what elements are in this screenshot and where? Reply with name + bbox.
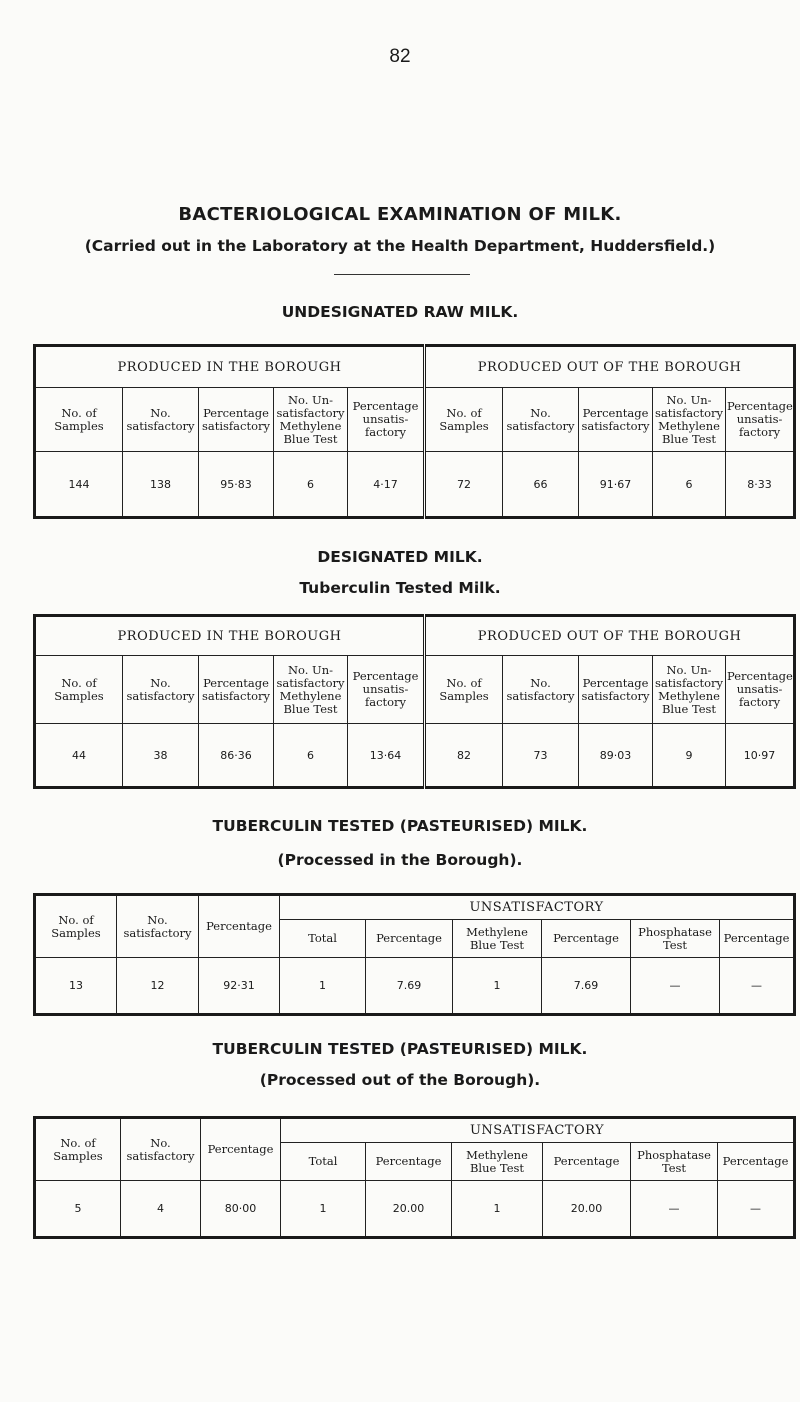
column-header: Phosphatase Test [631,920,720,958]
column-header: No. of Samples [425,388,503,452]
table-cell: — [631,958,720,1015]
column-header: Percentage unsatis-factory [726,656,795,724]
table-undesignated-raw-milk [33,344,796,519]
column-header: Percentage [720,920,795,958]
table-cell: — [720,958,795,1015]
column-header: No. satisfactory [123,388,199,452]
section-heading-undesignated: UNDESIGNATED RAW MILK. [281,303,519,321]
table-cell: 91·67 [579,452,653,518]
column-header: No. of Samples [35,388,123,452]
table-cell: 10·97 [726,724,795,788]
column-header: No. Un-satisfactory Methylene Blue Test [274,388,348,452]
table-cell: 13·64 [348,724,425,788]
group-header: PRODUCED OUT OF THE BOROUGH [425,616,795,656]
table-cell: 13 [35,958,117,1015]
column-header: Percentage satisfactory [199,656,274,724]
table-cell: 95·83 [199,452,274,518]
column-header: Percentage [199,895,280,958]
table-cell: 4·17 [348,452,425,518]
table-tuberculin-tested-milk [33,614,796,789]
title-divider [334,274,470,275]
group-header: PRODUCED IN THE BOROUGH [35,616,425,656]
table-cell: — [631,1181,718,1238]
table-cell: 20.00 [366,1181,452,1238]
column-header: Total [280,920,366,958]
column-header: Percentage [366,1143,452,1181]
column-header: Percentage satisfactory [579,656,653,724]
table-cell: 144 [35,452,123,518]
column-header: No. Un-satisfactory Methylene Blue Test [653,388,726,452]
document-subtitle: (Carried out in the Laboratory at the Health Department, Huddersfield.) [84,237,716,255]
page-number: 82 [389,46,411,67]
group-header: PRODUCED OUT OF THE BOROUGH [425,346,795,388]
section-heading-designated: DESIGNATED MILK. [317,548,483,566]
table-cell: 44 [35,724,123,788]
section-subheading-designated: Tuberculin Tested Milk. [299,579,501,597]
column-header: Percentage [366,920,453,958]
group-header: UNSATISFACTORY [280,895,795,920]
column-header: No. of Samples [35,656,123,724]
table-cell: 73 [503,724,579,788]
column-header: No. satisfactory [117,895,199,958]
document-title: BACTERIOLOGICAL EXAMINATION OF MILK. [178,204,622,225]
table-cell: 80·00 [201,1181,281,1238]
table-cell: 1 [453,958,542,1015]
column-header: No. of Samples [425,656,503,724]
column-header: Percentage unsatis-factory [348,656,425,724]
column-header: Percentage [718,1143,795,1181]
table-cell: 5 [35,1181,121,1238]
table-cell: 66 [503,452,579,518]
table-cell: 82 [425,724,503,788]
table-cell: 72 [425,452,503,518]
table-cell: 20.00 [543,1181,631,1238]
section-heading-pasteurised-out: TUBERCULIN TESTED (PASTEURISED) MILK. [212,1040,588,1058]
table-cell: 6 [274,724,348,788]
table-cell: — [718,1181,795,1238]
table-cell: 7.69 [542,958,631,1015]
column-header: Percentage unsatis-factory [348,388,425,452]
column-header: No. satisfactory [121,1118,201,1181]
column-header: No. satisfactory [123,656,199,724]
table-pasteurised-in-borough [33,893,796,1016]
table-cell: 12 [117,958,199,1015]
column-header: No. satisfactory [503,388,579,452]
group-header: PRODUCED IN THE BOROUGH [35,346,425,388]
table-cell: 1 [280,958,366,1015]
section-heading-pasteurised-in: TUBERCULIN TESTED (PASTEURISED) MILK. [212,817,588,835]
table-cell: 86·36 [199,724,274,788]
column-header: Percentage satisfactory [199,388,274,452]
table-cell: 4 [121,1181,201,1238]
table-cell: 92·31 [199,958,280,1015]
table-cell: 7.69 [366,958,453,1015]
column-header: Total [281,1143,366,1181]
table-cell: 1 [281,1181,366,1238]
column-header: Percentage [542,920,631,958]
section-subheading-pasteurised-in: (Processed in the Borough). [277,851,523,869]
column-header: Percentage satisfactory [579,388,653,452]
column-header: Percentage [201,1118,281,1181]
table-cell: 38 [123,724,199,788]
section-subheading-pasteurised-out: (Processed out of the Borough). [259,1071,541,1089]
column-header: Methylene Blue Test [452,1143,543,1181]
column-header: No. of Samples [35,1118,121,1181]
table-cell: 89·03 [579,724,653,788]
column-header: Percentage [543,1143,631,1181]
table-pasteurised-out-of-borough [33,1116,796,1239]
table-cell: 9 [653,724,726,788]
column-header: Percentage unsatis-factory [726,388,795,452]
column-header: No. Un-satisfactory Methylene Blue Test [653,656,726,724]
column-header: Phosphatase Test [631,1143,718,1181]
column-header: No. of Samples [35,895,117,958]
group-header: UNSATISFACTORY [281,1118,795,1143]
table-cell: 6 [653,452,726,518]
table-cell: 6 [274,452,348,518]
column-header: No. Un-satisfactory Methylene Blue Test [274,656,348,724]
table-cell: 138 [123,452,199,518]
column-header: Methylene Blue Test [453,920,542,958]
table-cell: 8·33 [726,452,795,518]
table-cell: 1 [452,1181,543,1238]
column-header: No. satisfactory [503,656,579,724]
